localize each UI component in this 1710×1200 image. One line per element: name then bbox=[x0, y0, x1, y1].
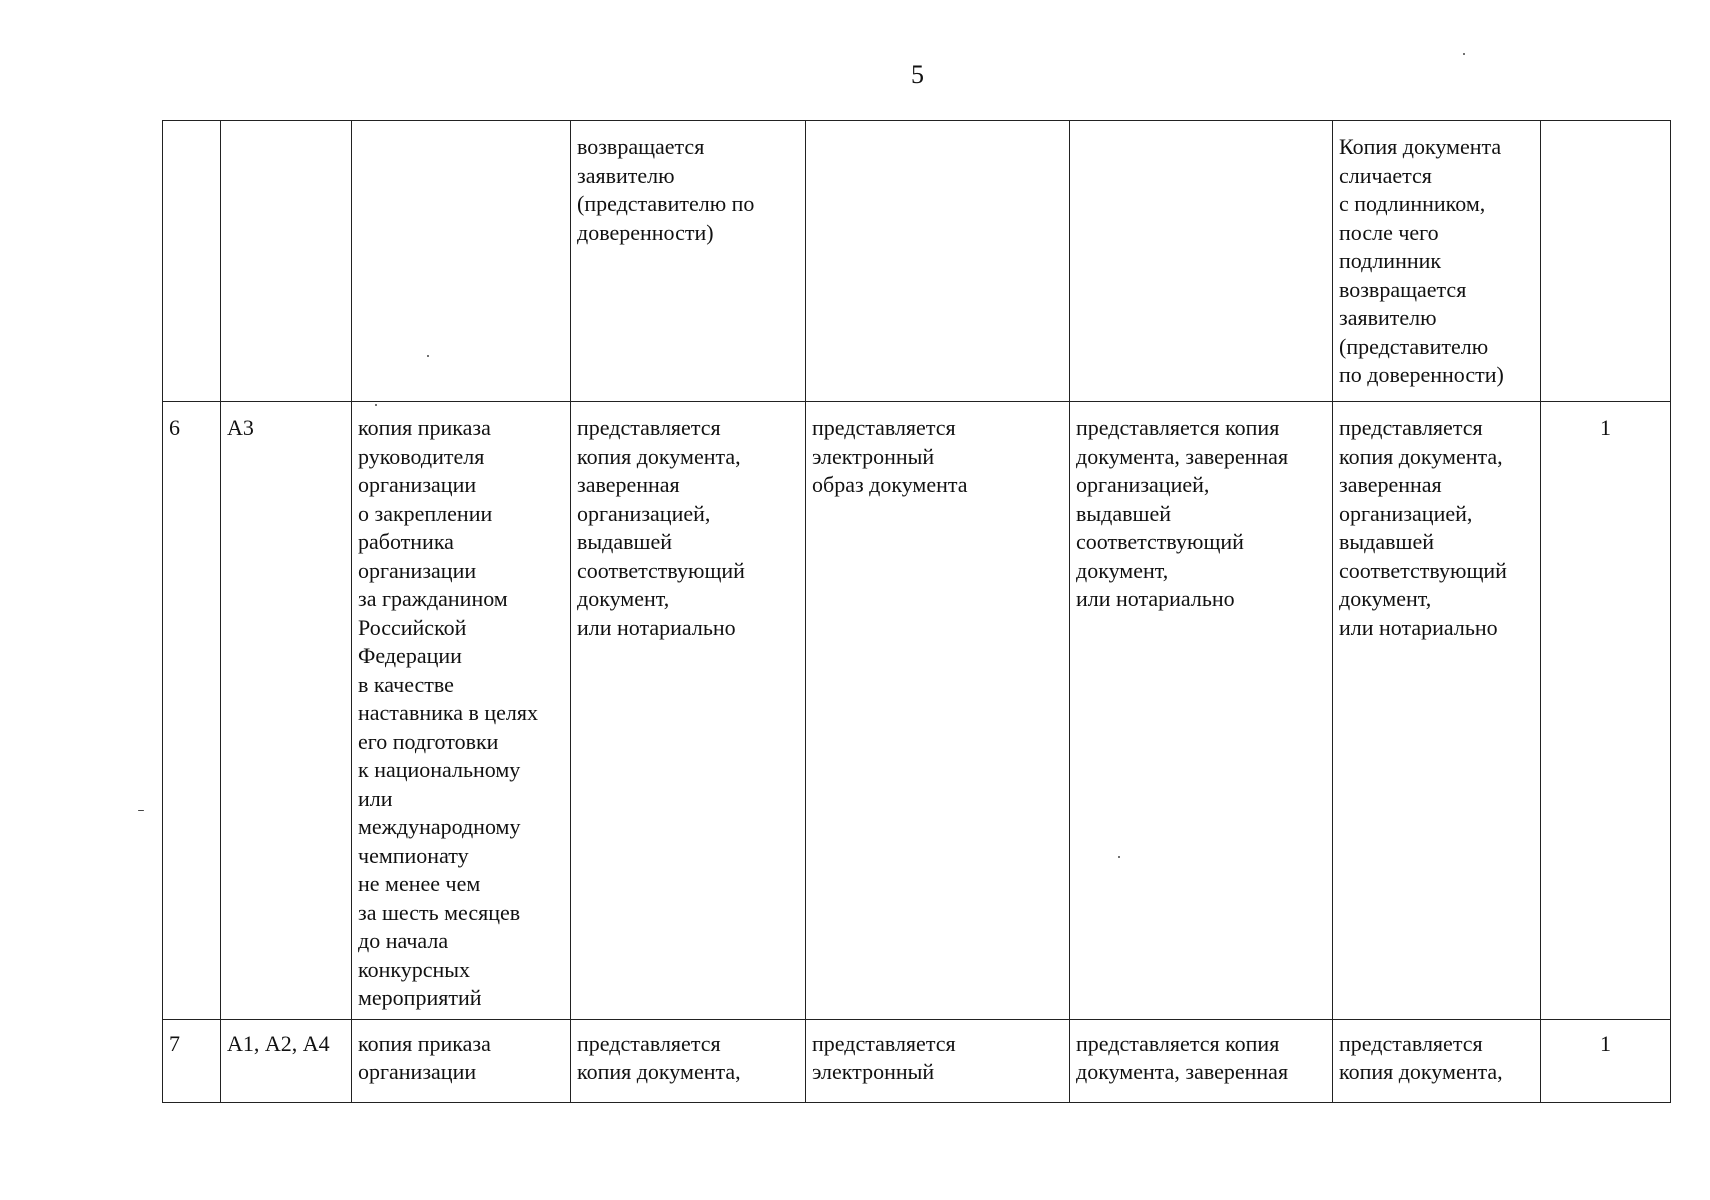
applicant-codes-cell bbox=[221, 121, 352, 402]
quantity-cell: 1 bbox=[1541, 1019, 1671, 1102]
paper-submission-cell: представляется копия документа, заверенная организацией, выдавшей соответствующий документ, или нотариально bbox=[571, 402, 806, 1020]
paper-submission-cell: представляется копия документа, bbox=[571, 1019, 806, 1102]
quantity-cell: 1 bbox=[1541, 402, 1671, 1020]
scan-speck bbox=[1118, 856, 1120, 858]
row-number-cell: 7 bbox=[163, 1019, 221, 1102]
documents-table bbox=[162, 120, 1671, 1103]
scan-speck bbox=[138, 810, 144, 811]
paper-submission-cell: возвращается заявителю (представителю по доверенности) bbox=[571, 121, 806, 402]
quantity-cell bbox=[1541, 121, 1671, 402]
scan-speck bbox=[427, 355, 429, 357]
electronic-submission-cell: представляется электронный образ документа bbox=[806, 402, 1070, 1020]
mfc-submission-cell: представляется копия документа, заверенная организацией, выдавшей соответствующий документ, или нотариально bbox=[1333, 402, 1541, 1020]
scan-speck bbox=[375, 404, 377, 406]
electronic-submission-cell bbox=[806, 121, 1070, 402]
applicant-codes-cell: А3 bbox=[221, 402, 352, 1020]
table-row bbox=[163, 121, 1671, 402]
mfc-submission-cell: Копия документа сличается с подлинником, после чего подлинник возвращается заявителю (представителю по доверенности) bbox=[1333, 121, 1541, 402]
applicant-codes-cell: А1, А2, А4 bbox=[221, 1019, 352, 1102]
page-number: 5 bbox=[911, 60, 924, 89]
document-name-cell: копия приказа руководителя организации о закреплении работника организации за гражданином Российской Федерации в качестве наставника в целях его подготовки к национальному или международному чемпионату не менее чем за шесть месяцев до начала конкурсных мероприятий bbox=[352, 402, 571, 1020]
document-name-cell: копия приказа организации bbox=[352, 1019, 571, 1102]
scan-speck bbox=[1463, 53, 1465, 55]
mail-submission-cell: представляется копия документа, заверенная организацией, выдавшей соответствующий документ, или нотариально bbox=[1070, 402, 1333, 1020]
document-name-cell bbox=[352, 121, 571, 402]
row-number-cell bbox=[163, 121, 221, 402]
table-row bbox=[163, 402, 1671, 1020]
row-number-cell: 6 bbox=[163, 402, 221, 1020]
mail-submission-cell: представляется копия документа, заверенная bbox=[1070, 1019, 1333, 1102]
table-row bbox=[163, 1019, 1671, 1102]
mfc-submission-cell: представляется копия документа, bbox=[1333, 1019, 1541, 1102]
electronic-submission-cell: представляется электронный bbox=[806, 1019, 1070, 1102]
mail-submission-cell bbox=[1070, 121, 1333, 402]
